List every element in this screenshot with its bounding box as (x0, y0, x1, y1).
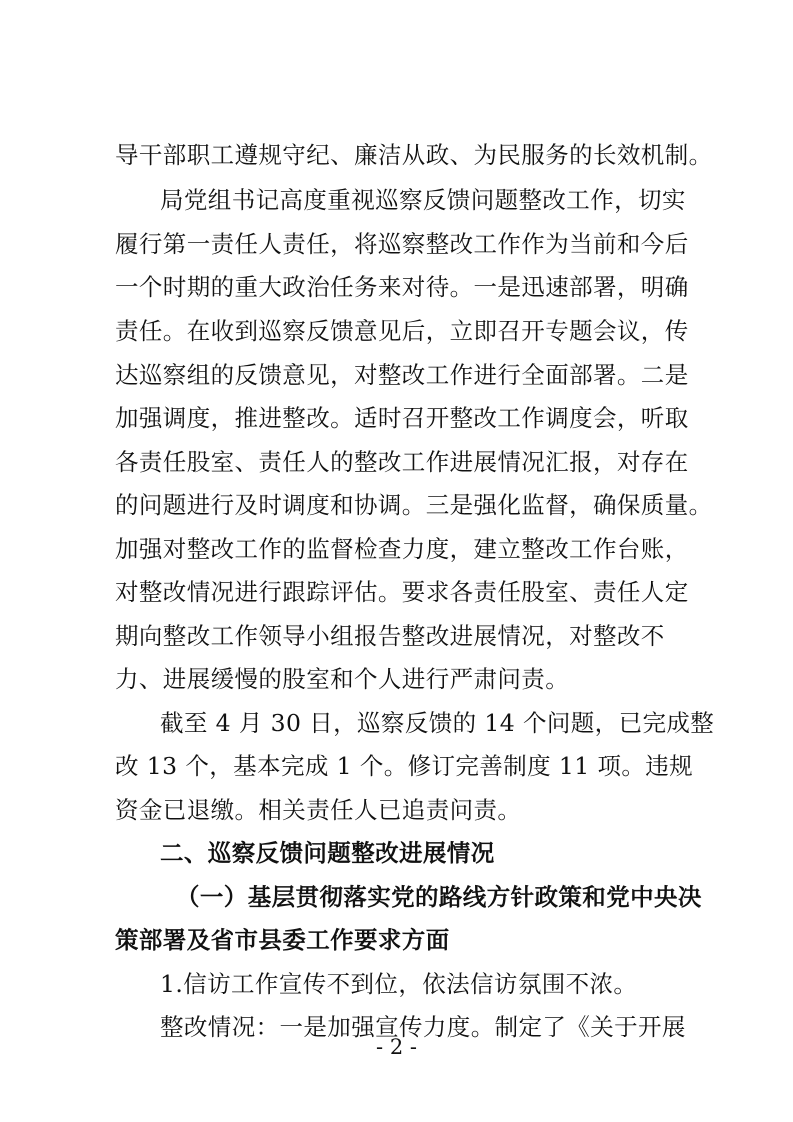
subsection-heading: （一）基层贯彻落实党的路线方针政策和党中央决 (176, 883, 702, 911)
body-text-line: 加强调度，推进整改。适时召开整改工作调度会，听取 (115, 404, 689, 432)
body-text-line: 改 13 个，基本完成 1 个。修订完善制度 11 项。违规 (115, 752, 694, 780)
issue-item: 1.信访工作宣传不到位，依法信访氛围不浓。 (160, 970, 638, 998)
body-text-line: 履行第一责任人责任，将巡察整改工作作为当前和今后 (115, 230, 689, 258)
body-text-line: 的问题进行及时调度和协调。三是强化监督，确保质量。 (115, 491, 713, 519)
body-text-line: 导干部职工遵规守纪、廉洁从政、为民服务的长效机制。 (115, 141, 713, 169)
body-text-line: 截至 4 月 30 日，巡察反馈的 14 个问题，已完成整 (160, 709, 715, 737)
section-heading: 二、巡察反馈问题整改进展情况 (160, 839, 495, 867)
body-text-line: 达巡察组的反馈意见，对整改工作进行全面部署。二是 (115, 361, 689, 389)
subsection-heading-continued: 策部署及省市县委工作要求方面 (115, 926, 450, 954)
body-text-line: 整改情况：一是加强宣传力度。制定了《关于开展 (160, 1013, 686, 1041)
body-text-line: 局党组书记高度重视巡察反馈问题整改工作，切实 (160, 186, 686, 214)
body-text-line: 各责任股室、责任人的整改工作进展情况汇报，对存在 (115, 448, 689, 476)
body-text-line: 一个时期的重大政治任务来对待。一是迅速部署，明确 (115, 273, 689, 301)
body-text-line: 责任。在收到巡察反馈意见后，立即召开专题会议，传 (115, 317, 689, 345)
body-text-line: 对整改情况进行跟踪评估。要求各责任股室、责任人定 (115, 578, 689, 606)
body-text-line: 期向整改工作领导小组报告整改进展情况，对整改不 (115, 622, 665, 650)
body-text-line: 资金已退缴。相关责任人已追责问责。 (115, 796, 522, 824)
body-text-line: 力、进展缓慢的股室和个人进行严肃问责。 (115, 665, 570, 693)
page-number: - 2 - (376, 1035, 417, 1059)
body-text-line: 加强对整改工作的监督检查力度，建立整改工作台账， (115, 535, 689, 563)
